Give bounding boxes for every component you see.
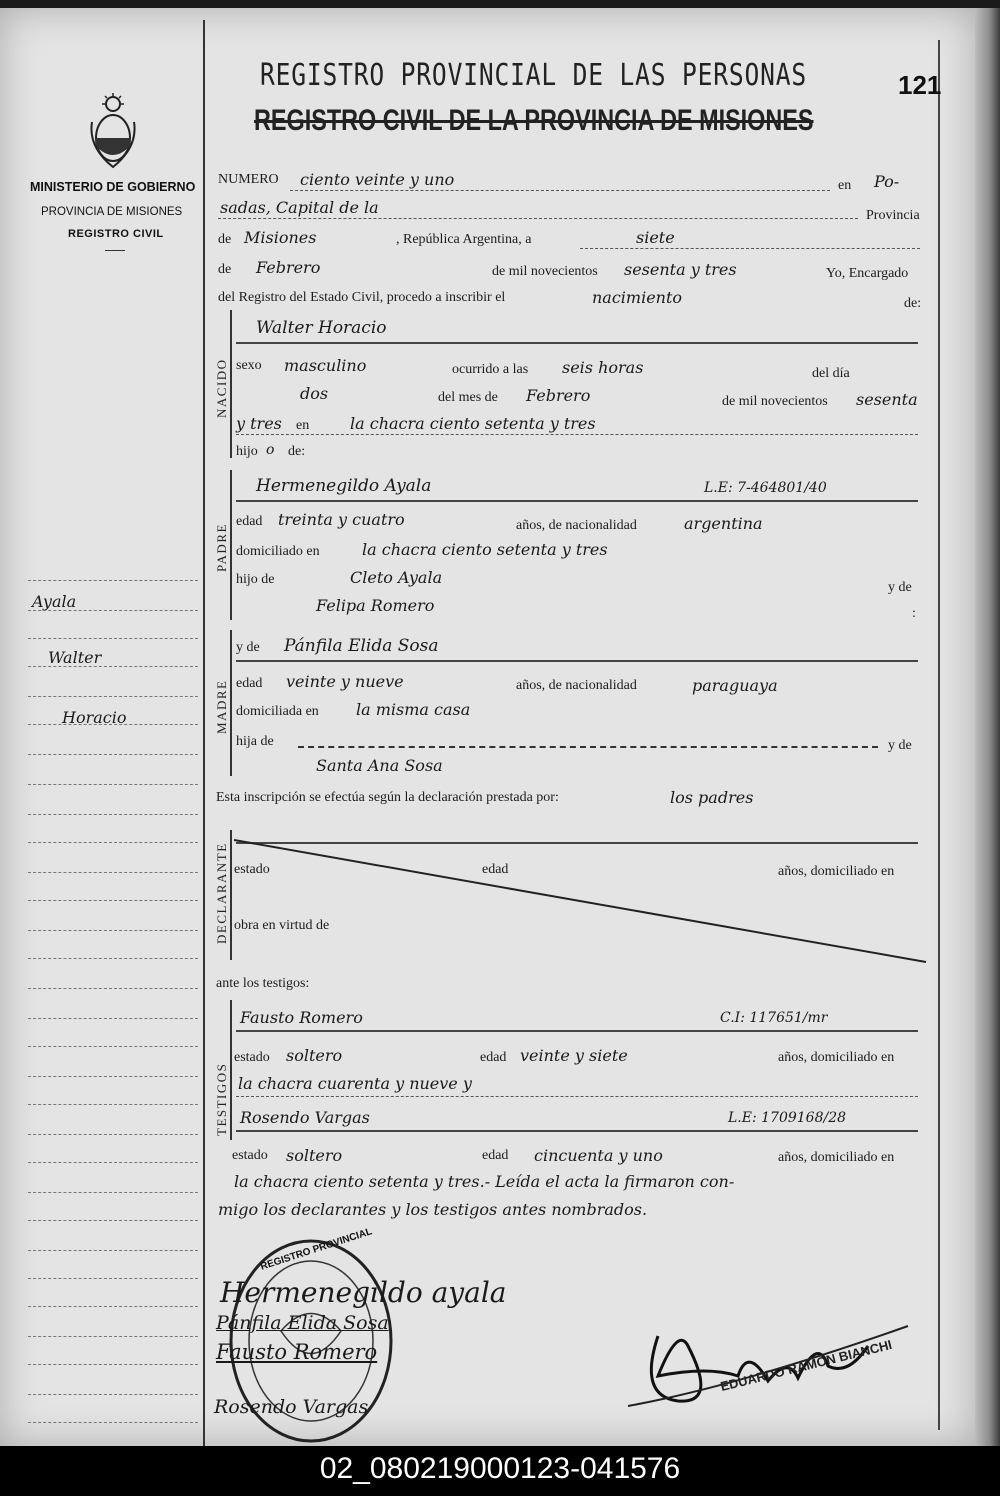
official-signature-icon bbox=[618, 1306, 918, 1426]
declarante-estado: estado bbox=[234, 862, 270, 877]
margin-line bbox=[28, 638, 198, 639]
struck-title: REGISTRO CIVIL DE LA PROVINCIA DE MISIONES bbox=[254, 104, 814, 137]
witness1-estado: soltero bbox=[286, 1046, 343, 1065]
margin-line bbox=[28, 1104, 198, 1105]
witness1-anios: años, domiciliado en bbox=[778, 1050, 895, 1065]
witness1-edad-label: edad bbox=[480, 1050, 507, 1065]
madre-edad-value: veinte y nueve bbox=[286, 672, 404, 691]
act-value: nacimiento bbox=[592, 288, 683, 307]
del-dia-label: del día bbox=[812, 366, 850, 381]
name-rule bbox=[236, 342, 918, 344]
margin-line bbox=[28, 1134, 198, 1135]
margin-line bbox=[28, 1278, 198, 1279]
document-page bbox=[0, 8, 975, 1446]
margin-line bbox=[28, 784, 198, 785]
margin-line bbox=[28, 1018, 198, 1019]
name-rule bbox=[236, 1130, 918, 1132]
margin-line bbox=[28, 1422, 198, 1423]
margin-first-name: Walter bbox=[48, 648, 102, 667]
hijo-suffix: o bbox=[266, 442, 275, 458]
section-bracket bbox=[230, 310, 232, 458]
fill-line bbox=[236, 434, 918, 435]
witness2-anios: años, domiciliado en bbox=[778, 1150, 895, 1165]
de-label-2: de bbox=[218, 262, 232, 277]
section-bracket bbox=[230, 1000, 232, 1140]
fill-line bbox=[290, 190, 830, 191]
margin-line bbox=[28, 610, 198, 611]
margin-line bbox=[28, 1306, 198, 1307]
margin-line bbox=[28, 958, 198, 959]
mes-label: del mes de bbox=[438, 390, 498, 405]
witness2-edad-label: edad bbox=[482, 1148, 509, 1163]
margin-line bbox=[28, 900, 198, 901]
hijo-label: hijo bbox=[236, 444, 258, 459]
madre-edad-label: edad bbox=[236, 676, 263, 691]
lugar-value: la chacra ciento setenta y tres bbox=[350, 414, 596, 433]
registro-label: del Registro del Estado Civil, procedo a inscribir el bbox=[218, 290, 506, 305]
father-doc: L.E: 7-464801/40 bbox=[704, 480, 827, 496]
padre-dom-label: domiciliado en bbox=[236, 544, 320, 559]
testigos-intro: ante los testigos: bbox=[216, 976, 310, 991]
declaracion-text: Esta inscripción se efectúa según la declaración prestada por: bbox=[216, 790, 559, 805]
numero-label: NUMERO bbox=[218, 172, 279, 187]
encargado-label: Yo, Encargado bbox=[826, 266, 909, 281]
madre-nac-value: paraguaya bbox=[692, 676, 778, 695]
seal-text: REGISTRO PROVINCIAL bbox=[259, 1226, 374, 1273]
anio-value: sesenta bbox=[856, 390, 918, 409]
year-label: de mil novecientos bbox=[492, 264, 598, 279]
witness1-doc: C.I: 117651/mr bbox=[720, 1010, 828, 1026]
witness2-estado: soltero bbox=[286, 1146, 343, 1165]
margin-line bbox=[28, 1336, 198, 1337]
padre-mother: Felipa Romero bbox=[316, 596, 435, 615]
province-name: PROVINCIA DE MISIONES bbox=[41, 206, 183, 218]
en-label: en bbox=[838, 178, 852, 193]
sexo-label: sexo bbox=[236, 358, 262, 373]
fill-line bbox=[218, 218, 858, 219]
en-value: Po- bbox=[874, 172, 900, 191]
right-border bbox=[938, 40, 940, 1430]
madre-y-de-2: y de bbox=[888, 738, 912, 753]
margin-line bbox=[28, 1076, 198, 1077]
margin-line bbox=[28, 724, 198, 725]
margin-line bbox=[28, 930, 198, 931]
margin-line bbox=[28, 842, 198, 843]
signature-witness1: Fausto Romero bbox=[216, 1340, 378, 1364]
declaracion-value: los padres bbox=[670, 788, 754, 807]
padre-hijo-label: hijo de bbox=[236, 572, 275, 587]
page-number: 121 bbox=[898, 70, 942, 100]
margin-surname: Ayala bbox=[32, 592, 77, 611]
city-value: sadas, Capital de la bbox=[220, 198, 379, 217]
anio-label: de mil novecientos bbox=[722, 394, 828, 409]
madre-label: MADRE bbox=[214, 679, 229, 734]
hora-value: seis horas bbox=[562, 358, 644, 377]
witness1-name: Fausto Romero bbox=[240, 1008, 363, 1027]
mother-name: Pánfila Elida Sosa bbox=[284, 636, 439, 656]
coat-of-arms-icon bbox=[88, 92, 138, 170]
margin-line bbox=[28, 1220, 198, 1221]
madre-dom-value: la misma casa bbox=[356, 700, 471, 719]
margin-line bbox=[28, 872, 198, 873]
witness2-doc: L.E: 1709168/28 bbox=[728, 1110, 847, 1126]
margin-line bbox=[28, 1162, 198, 1163]
padre-edad-value: treinta y cuatro bbox=[278, 510, 405, 529]
margin-line bbox=[28, 1192, 198, 1193]
padre-father: Cleto Ayala bbox=[350, 568, 443, 587]
anio-value-2: y tres bbox=[236, 414, 282, 433]
padre-edad-label: edad bbox=[236, 514, 263, 529]
declarante-label: DECLARANTE bbox=[214, 842, 229, 944]
testigos-label: TESTIGOS bbox=[214, 1062, 229, 1136]
declarante-anios: años, domiciliado en bbox=[778, 864, 895, 879]
margin-line bbox=[28, 580, 198, 581]
declarante-edad: edad bbox=[482, 862, 509, 877]
fill-line bbox=[580, 248, 920, 249]
signature-witness2: Rosendo Vargas bbox=[214, 1396, 369, 1418]
witness1-estado-label: estado bbox=[234, 1050, 270, 1065]
madre-dom-label: domiciliada en bbox=[236, 704, 319, 719]
provincia-label: Provincia bbox=[866, 208, 920, 223]
empty-fill-line bbox=[298, 746, 878, 748]
numero-value: ciento veinte y uno bbox=[300, 170, 455, 189]
de-colon-label: de: bbox=[904, 296, 922, 311]
padre-colon: : bbox=[912, 606, 916, 621]
padre-dom-value: la chacra ciento setenta y tres bbox=[362, 540, 608, 559]
margin-line bbox=[28, 988, 198, 989]
margin-line bbox=[28, 1394, 198, 1395]
name-rule bbox=[236, 500, 918, 502]
witness2-dom: la chacra ciento setenta y tres.- Leída el acta la firmaron con- bbox=[234, 1172, 735, 1191]
signature-mother: Pánfila Elida Sosa bbox=[216, 1312, 389, 1334]
official-name-stamp: EDUARDO RAMON BIANCHI bbox=[718, 1336, 894, 1395]
signature-father: Hermenegildo ayala bbox=[220, 1276, 507, 1309]
margin-line bbox=[28, 696, 198, 697]
hijo-de-label: de: bbox=[288, 444, 306, 459]
margin-second-name: Horacio bbox=[62, 708, 127, 727]
padre-label: PADRE bbox=[214, 523, 229, 572]
de-label: de bbox=[218, 232, 232, 247]
declarante-obra: obra en virtud de bbox=[234, 918, 330, 933]
ocurrido-label: ocurrido a las bbox=[452, 362, 529, 377]
padre-nac-value: argentina bbox=[684, 514, 763, 533]
top-edge bbox=[0, 0, 1000, 8]
child-name: Walter Horacio bbox=[256, 318, 387, 338]
sexo-value: masculino bbox=[284, 356, 367, 375]
madre-mother: Santa Ana Sosa bbox=[316, 756, 443, 775]
document-id-footer: 02_080219000123-041576 bbox=[0, 1446, 1000, 1496]
day-value: siete bbox=[636, 228, 675, 247]
margin-line bbox=[28, 666, 198, 667]
father-name: Hermenegildo Ayala bbox=[256, 476, 432, 496]
padre-nac-label: años, de nacionalidad bbox=[516, 518, 637, 533]
office-name: REGISTRO CIVIL bbox=[68, 228, 164, 240]
fill-line bbox=[236, 1096, 918, 1097]
margin-line bbox=[28, 1364, 198, 1365]
madre-y-de: y de bbox=[236, 640, 260, 655]
margin-line bbox=[28, 1250, 198, 1251]
margin-line bbox=[28, 1046, 198, 1047]
province-value: Misiones bbox=[244, 228, 317, 247]
office-underline bbox=[105, 250, 125, 251]
witness2-name: Rosendo Vargas bbox=[240, 1108, 370, 1127]
cancel-line bbox=[230, 836, 930, 966]
margin-line bbox=[28, 814, 198, 815]
page-edge bbox=[975, 8, 1000, 1446]
closing-text: migo los declarantes y los testigos antes nombrados. bbox=[218, 1200, 648, 1219]
madre-hija-label: hija de bbox=[236, 734, 274, 749]
padre-y-de: y de bbox=[888, 580, 912, 595]
en-label-nacido: en bbox=[296, 418, 310, 433]
name-rule bbox=[236, 1030, 918, 1032]
year-value: sesenta y tres bbox=[624, 260, 737, 279]
republica-label: , República Argentina, a bbox=[396, 232, 532, 247]
witness1-edad: veinte y siete bbox=[520, 1046, 628, 1065]
month-value: Febrero bbox=[256, 258, 321, 277]
witness1-dom: la chacra cuarenta y nueve y bbox=[238, 1074, 472, 1093]
ministry-name: MINISTERIO DE GOBIERNO bbox=[30, 180, 196, 194]
register-title: REGISTRO PROVINCIAL DE LAS PERSONAS bbox=[260, 58, 808, 93]
mes-value: Febrero bbox=[526, 386, 591, 405]
nacido-label: NACIDO bbox=[214, 358, 229, 418]
dia-value: dos bbox=[300, 384, 329, 403]
margin-line bbox=[28, 754, 198, 755]
witness2-edad: cincuenta y uno bbox=[534, 1146, 663, 1165]
section-bracket bbox=[230, 630, 232, 776]
madre-nac-label: años, de nacionalidad bbox=[516, 678, 637, 693]
margin-divider bbox=[203, 20, 205, 1446]
section-bracket bbox=[230, 470, 232, 620]
witness2-estado-label: estado bbox=[232, 1148, 268, 1163]
name-rule bbox=[236, 660, 918, 662]
